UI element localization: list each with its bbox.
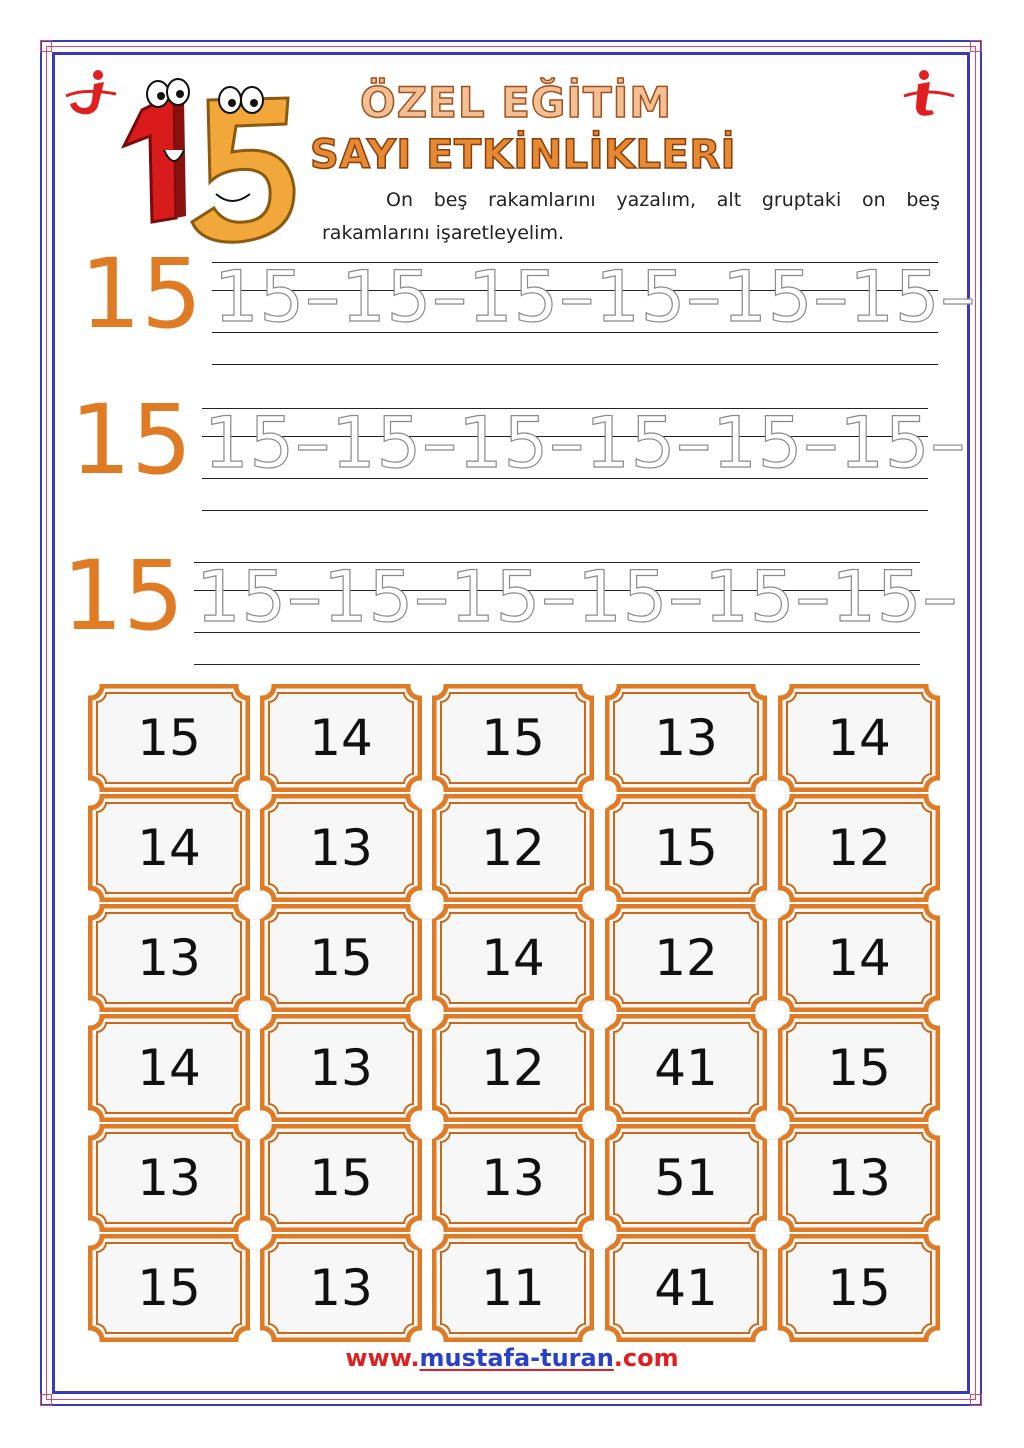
number-card-value: 13 [481, 1149, 545, 1207]
number-card-value: 15 [827, 1039, 891, 1097]
number-card-value: 15 [309, 929, 373, 987]
number-card-value: 15 [654, 819, 718, 877]
number-card-value: 13 [309, 819, 373, 877]
number-card[interactable] [88, 1234, 250, 1342]
title-line-1: ÖZEL EĞİTİM [360, 78, 673, 127]
number-card[interactable] [778, 904, 940, 1012]
number-card-value: 41 [654, 1039, 718, 1097]
number-card[interactable] [260, 904, 422, 1012]
number-card[interactable] [432, 794, 594, 902]
number-card-value: 15 [827, 1259, 891, 1317]
number-card-grid [88, 684, 948, 1344]
number-card[interactable] [88, 794, 250, 902]
number-card-value: 13 [137, 929, 201, 987]
number-card-value: 13 [827, 1149, 891, 1207]
logo-icon-left [64, 66, 118, 120]
footer-url[interactable] [0, 1344, 1024, 1372]
number-card-value: 12 [481, 1039, 545, 1097]
number-card[interactable] [432, 684, 594, 792]
number-card-value: 15 [137, 709, 201, 767]
number-card[interactable] [605, 794, 767, 902]
number-card-value: 14 [137, 1039, 201, 1097]
number-card[interactable] [778, 1124, 940, 1232]
number-card-value: 14 [827, 709, 891, 767]
number-card-value: 15 [481, 709, 545, 767]
model-number: 15 [62, 540, 185, 652]
card-connector-dot [412, 1000, 442, 1030]
instruction-text: On beş rakamlarını yazalım, alt gruptaki on beş rakamlarını işaretleyelim. [322, 189, 940, 244]
card-connector-dot [757, 890, 787, 920]
card-connector-dot [757, 1220, 787, 1250]
frame-corner [40, 40, 52, 52]
number-card-value: 14 [309, 709, 373, 767]
tracing-practice[interactable]: 15–15–15–15–15–15– [214, 256, 977, 338]
number-card-value: 14 [137, 819, 201, 877]
number-card[interactable] [778, 794, 940, 902]
number-card[interactable] [260, 1014, 422, 1122]
card-connector-dot [584, 1220, 614, 1250]
number-card[interactable] [88, 684, 250, 792]
number-card[interactable] [605, 1014, 767, 1122]
footer-tld: .com [613, 1344, 679, 1372]
card-connector-dot [757, 1000, 787, 1030]
number-card[interactable] [260, 1124, 422, 1232]
number-card[interactable] [605, 1234, 767, 1342]
number-15-mascot-icon [112, 76, 304, 248]
footer-domain: mustafa-turan [419, 1344, 614, 1372]
card-connector-dot [240, 1220, 270, 1250]
number-card-value: 14 [481, 929, 545, 987]
number-card[interactable] [432, 1014, 594, 1122]
number-card-value: 11 [481, 1259, 545, 1317]
card-connector-dot [412, 1220, 442, 1250]
logo-icon-right [902, 66, 956, 120]
frame-corner [970, 1394, 982, 1406]
model-number: 15 [70, 384, 193, 496]
number-card[interactable] [778, 1014, 940, 1122]
card-connector-dot [240, 1110, 270, 1140]
number-card[interactable] [432, 1124, 594, 1232]
number-card[interactable] [605, 904, 767, 1012]
number-card[interactable] [432, 1234, 594, 1342]
number-card-value: 13 [309, 1039, 373, 1097]
number-card-value: 13 [654, 709, 718, 767]
card-connector-dot [240, 780, 270, 810]
title-line-2: SAYI ETKİNLİKLERİ [310, 132, 737, 178]
card-connector-dot [757, 780, 787, 810]
number-card[interactable] [88, 904, 250, 1012]
card-connector-dot [412, 780, 442, 810]
number-card[interactable] [432, 904, 594, 1012]
card-connector-dot [584, 1110, 614, 1140]
number-card[interactable] [88, 1014, 250, 1122]
number-card[interactable] [88, 1124, 250, 1232]
frame-corner [970, 40, 982, 52]
footer-www: www. [345, 1344, 420, 1372]
model-number: 15 [80, 238, 203, 350]
number-card-value: 51 [654, 1149, 718, 1207]
number-card[interactable] [778, 1234, 940, 1342]
frame-corner [40, 1394, 52, 1406]
tracing-practice[interactable]: 15–15–15–15–15–15– [196, 556, 959, 638]
number-card[interactable] [260, 1234, 422, 1342]
card-connector-dot [412, 1110, 442, 1140]
number-card-value: 14 [827, 929, 891, 987]
card-connector-dot [240, 1000, 270, 1030]
card-connector-dot [240, 890, 270, 920]
card-connector-dot [584, 890, 614, 920]
number-card[interactable] [605, 684, 767, 792]
number-card-value: 13 [309, 1259, 373, 1317]
number-card[interactable] [260, 684, 422, 792]
card-connector-dot [584, 1000, 614, 1030]
card-connector-dot [757, 1110, 787, 1140]
number-card[interactable] [260, 794, 422, 902]
number-card-value: 12 [654, 929, 718, 987]
number-card-value: 15 [137, 1259, 201, 1317]
tracing-practice[interactable]: 15–15–15–15–15–15– [204, 402, 967, 484]
number-card-value: 13 [137, 1149, 201, 1207]
card-connector-dot [412, 890, 442, 920]
number-card-value: 12 [827, 819, 891, 877]
number-card-value: 12 [481, 819, 545, 877]
number-card[interactable] [605, 1124, 767, 1232]
number-card-value: 15 [309, 1149, 373, 1207]
card-connector-dot [584, 780, 614, 810]
number-card[interactable] [778, 684, 940, 792]
number-card-value: 41 [654, 1259, 718, 1317]
